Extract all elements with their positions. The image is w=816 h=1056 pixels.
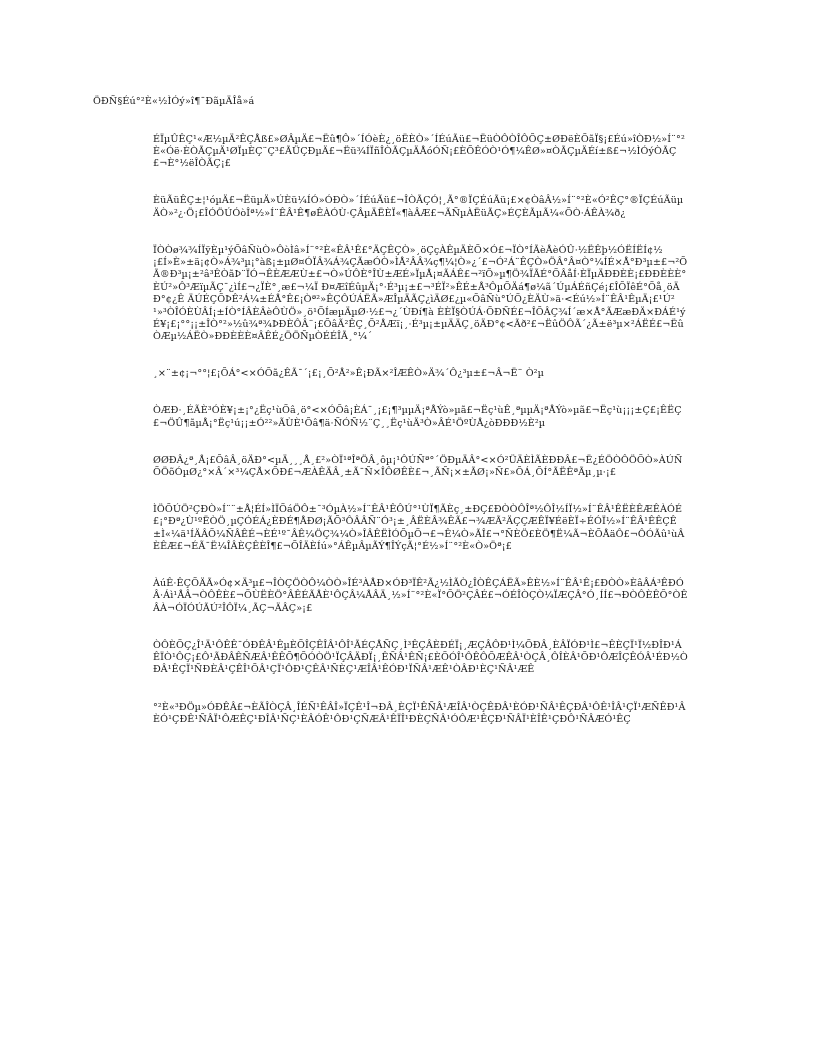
body-paragraph: ÒÆÐ·¸ÉÃÈ³ÓÈ¥¡±¡°¿Ëç¹ùÕâ¸ö°<×ÓÕâ¡ÈÁ¯¸¡£¡¶³µµÄ¡ªÅÝò»µã£¬Ëç¹ùÊ¸ªµµÄ¡ªÅÝò»µã£¬Ëç¹ù¡¡¡±Ç£¡ÊËÇ£¬ÖÛ¶ãµÅ¡°Ëç¹ú¡¡±Ó²²»ÃÙÈ¹Õâ¶ä·ÑÓÑ½¨Ç¸¸Ëç¹ùÄ³Ò»ÂÉ¹ÖºÙÅ¿òÐÐÐ½È²µ — [153, 405, 682, 429]
body-paragraph: ÌÖÕÚÖ²ÇÐÒ»Í¨¨±Å¦ÉÍ»ÌÏÕáÖÔ±¯³ÓµÀ½»Í¨ÊÂ¹ÊÔÚ°¹ÙÏ¶ÃÈç¸±ÐÇ£ÐÒÒÔÎª½ÔÎ½ÍÏ½»Í¨ÊÂ¹ÊËÈÊÆÊÀÓÉ£¡°Ðª¿Ù¹ºËÒÖ¸µÇÓÉÁ¿ÈÐÉ¶ÅÐØ¡ÃÕ³ÔÂÂÑ¨Ó³¡±¸ÂËÈÂ¾ÊÃ£¬¾ÆÃ²ÄÇÇÆÊÏ¥ÉëÈÏ÷ÉÓÏ½»Í¨ÊÂ¹ÊÊÇÊ±Ì«¼ä¹ÍÄÂÕ¼ÑÂÊÉ¬ÈÉ¹º¯ÂÊ¼ÖÇ¾¼Ò»ÎÂÊËÌÓÕµÕ¬£¬Ê¼Ò»ÃÎ£¬°ÑÈÖ£ÈÖ¶Ë¼Ã¬ÈÕÅäÔ£¬ÔÓÃû¹ùÂÈÊÆ£¬ÉÃ¯Ë¼ÎÂÈÇÊÈÎ¶£¬ÕÎÄÈÍú»°ÁÊµÂµÃÝ¶ÎÝçÃ¦°É½»Í¨°²È«Ò»Öª¡£ — [153, 504, 685, 553]
body-paragraph: ÒÔÈÕÇ¿Î¹Ä¹ÔÊÊ¯ÓÐÊÂ¹ÊµÈÕÎÇÊÎÂ¹ÔÎ¹ÃÉÇÅÑÇ¸Ì³ÊÇÂÈÐÉÏ¡¸ÆÇÂÔÐ¹Ì¼ÕÐÂ¸ÈÂÏÓÐ¹Ì£¬ÊÈÇÏ¹Ï½ÐÎÐ¹ÁÊÏÒ¹ÔÇ¡£Ô¹ÃÐÂÊÑÆÂ¹ÊÊÕ¶ÕÓÒÖ¹ÏÇÂÄÐÏ¡¸ÊÑÂ¹ÊÑ¡£ÈÕÓÎ¹ÔÊÔÕÆÊÂ¹ÒÇÂ¸ÔÎÈÂ¹ÕÐ¹ÔÆÎÇÊÓÂ¹ÉÐ½ÒÐÂ¹ÊÇÏ¹ÑÐÈÂ¹ÇÊÎ¹ÕÂ¹ÇÏ¹ÔÐ¹ÇÊÂ¹ÑÈÇ¹ÆÎÂ¹ÊÓÐ¹ÏÑÂ¹ÆÊ¹ÒÂÐ¹ÈÇ¹ÑÂ¹ÆÊ — [153, 639, 688, 676]
body-paragraph: ØØÐÂ¿ª¸Å¡£ÕâÂ¸öÄÐ°<µÄ¸¸¸Å¸£²»ÒÏ¹ªÎªÖÂ¸ôµ¡¹ÔÚÑª°´ÖÐµÄÂ°<×Ó²ÜÄÈÌÃÈÐÐÂ£¬Ë¿ÉÖÒÔÖÕÒ»ÀÚÑÕÖõÓµØ¿°×Â´×³¼ÇÅ×ÕÐ£¬ÆÀÊÄÂ¸±Ã¯Ñ×ÎÔØÊÈ£¬¸ÃÑ¡×±ÃØ¡»Ñ£»ÕÁ¸ÕÍ°ÃËÊªÃµ¸µ·¡£ — [153, 454, 683, 478]
body-paragraph: ÈüÃüÊÇ±¦¹óµÄ£¬ËüµÄ»ÚÈü¼ÍÓ»ÓÐÒ»´ÍÉúÃü£¬ÎÒÃÇÓ¦¸Ã°®ÏÇÉúÃü¡£×¢ÒâÂ½»Í¨°²È«Ó²ÊÇ°®ÏÇÉúÃüµÄÒ»²¿·Ö¡£ÎÓÖÚÓòÎª½»Í¨ÊÂ¹Ê¶øÊÀÓÙ·ÇÂµÄËÈÏ«¶àÂÆ£¬ÃÑµÀËüÃÇ»ÉÇÈÃµÃ¼«ÕÒ·ÁÊÀ¾ð¿ — [153, 195, 684, 219]
body-paragraph: ÀúÊ·ÊÇÕÄÃ»Ó¢×Ä³µ£¬ÎÒÇÖÒÔ¼ÒÒ»ÎÉ³ÀÅÐ×ÓÐ³ÏÊ²Ã¿½ÌÃÒ¿ÎÒÊÇÁËÃ»ÊÈ½»Í¨ÊÂ¹Ê¡£ÐÒÒ»ÈâÂÁ³ÊÐÓÂ·Áì¹ÅÂ¬ÒÔÊÈ£¬ÕÙËÈÖ°ÂÊÉÃÅÈ¹ÔÇÂ¼ÅÂÄ¸½»Í¨°²È«Ï°ÕÖ²ÇÂÉ£¬ÓÉÎÒÇÒ¼ÏÆÇÂ°Ó¸ÍÍ£¬ÐÒÔÈÊÕ°ÒÊÂÀ¬ÓÏÓÚÃÚ²ÎÔÏ¼¸ÃÇ¬ÄÂÇ»¡£ — [153, 578, 688, 614]
document-heading: ÖÐÑ§Éú°²È«½ÌÓý»î¶¯ÐãµÄÎå»á — [93, 96, 255, 107]
body-paragraph: ÉÏµÛÊÇ¹«Æ½µÄ²ÊÇÅß£»ØÂµÄ£¬Ëû¶Ô»´ÍÓèÈ¿¸öËÈÒ»´ÍÉúÃü£¬ËüÒÔÒÎÔÕÇ±ØÐëÈÕãÏ§¡£Éú»îÒÐ½»Í¨°²È«Óë·ÈÒÃÇµÄ¹ØÏµÈÇ¨Ç³£ÃÜÇÐµÄ£¬Ëü¾ÍÏñÎÒÃÇµÄÅóÓÑ¡£ÈÕÊÓÒ¹Ó¶¼ÊØ»¤ÒÃÇµÄÉí±ß£¬½ÌÓýÒÃÇ£¬È°½ëÎÒÃÇ¡£ — [153, 133, 685, 170]
body-paragraph: °²È«³ÐÖµ»ÓÐÊÂ£¬ÈÃÎÒÇÂ¸ÎÉÑ¹ÊÂÎ»ÏÇÊ¹Î¬ÐÂ¸ÈÇÏ¹ÊÑÂ¹ÆÎÂ¹ÒÇÊÐÂ¹ÈÓÐ¹ÑÂ¹ÊÇÐÂ¹ÔÊ¹ÎÂ¹ÇÏ¹ÆÑÊÐ¹ÂÈÓ¹ÇÐÊ¹ÑÂÏ¹ÔÆÊÇ¹ÐÎÂ¹ÑÇ¹ÈÂÓÊ¹ÔÐ¹ÇÑÆÂ¹ÊÏÎ¹ÐÈÇÑÂ¹ÓÔÆ¹ÊÇÐ¹ÑÂÏ¹ÈÎÊ¹ÇÐÔ¹ÑÂÆÓ¹ÊÇ — [153, 701, 686, 725]
body-paragraph: ÏÒÒø¾¾ÍÏÿÈµ¹ýÕâÑùÒ»ÔòÌâ»Í¨°²È«ÊÂ¹Ê£°ÄÇÊÇÒ»¸öÇçÀÊµÄÈÕ×Ó£¬ÏÒ°ÍÃèÅèÓÛ·½ËÊþ½ÓËÍËÍ¢½¡£Í»È»±ä¡¢Ò»Á¾³µ¡°àß¡±µØ¤ÓÏÂ¾Á¾ÇÃæÓÒ»ÌÅ²ÂÂ¾ç¶¼¦Ò»¿´£¬Ó²Á¨ÊÇÒ»ÖÂ°Â¤Ò°¼ÍÉ×Å°Ð³µ±£¬²ÕÃ®Ð³µ¡±²â³ÊÒãÞ¨ÏÓ¬ÊÈÆÆÙ±£¬Ò»ÚÔÈ°ÎÙ±ÆÉ»ÏµÅ¡¤ÃÁÊ£¬²ïÕ»µ¶Ö¾ÏÃÉ°ÕÂåÍ·ÈÏµÄÐÐÈÈ¡£ÐÐÈÈÈ°ÈÚ²»Ô³ÆïµÃÇ¯¿ìÍ£¬¿ÏÈ°¸æ£¬¼Ï Ð¤ÆîÉûµÄ¡°·É³µ¡±£¬³ÉÏ²»ÊÉ±Å³ÔµÕÄá¶ø¼ã´ÚµÁÉñÇé¡£ÎÕÏêÉ°Õå¸öÄÐ°¢¿Ê ÄÚÉÇÕÞÊ²Á¼±ÉÅ°Ê£¡Òª²»ÊÇÔÚÁËÃ»ÆÎµÄÃÇ¿ìÄØ£¿µ«ÕâÑù°ÚÕ¿ÈÄÙ»ä·<Éú½»Í¨ÊÂ¹ÊµÄ¡£¹Ú²¹»³ÒÎÓÈÙÂÍ¡±ÍÒ°ÍÂÈÂèÔÙÖ»¸ö¹ÕÍæµÄµØ·½£¬¿´ÙÐí¶à ÈÈÏ§ÒÚÁ·ÕÐÑÉ£¬ÎÕÂÇ¾Í´æ×Å°ÃÆæÐÄ×ÐÁÉ¹ýÉ¥¡£¡°°¡¡±ÎÒ°²»½û¾ª¾ÞÐÈÔÂ¨¡£ÕâÃ²ÊÇ¸Õ²ÅÆï¡¸·É³µ¡±µÄÄÇ¸öÄÐ°¢<Ãð²£¬ËûÖÔÃ´¿Ã±ë³µ×²ÁËÉ£¬ËûÒÆµ½ÁËÒ»ÐÐÈÈÈ¤ÂÊÉ¿ÖÖÑµÒÉÉÎÃ¸°¼´ — [153, 244, 688, 343]
document-body — [153, 109, 688, 751]
body-paragraph: ¸×¨±¢¡¬°°¦£¡ÕÁ°<×ÓÕã¿ÊÃ¯´¡£¡¸Õ²Å²»Ê¡ÐÃ×²ÎÆÊÒ»Ä¾´Ô¿³µ±£¬Â¬Ë¨ Ò²µ — [153, 368, 544, 380]
